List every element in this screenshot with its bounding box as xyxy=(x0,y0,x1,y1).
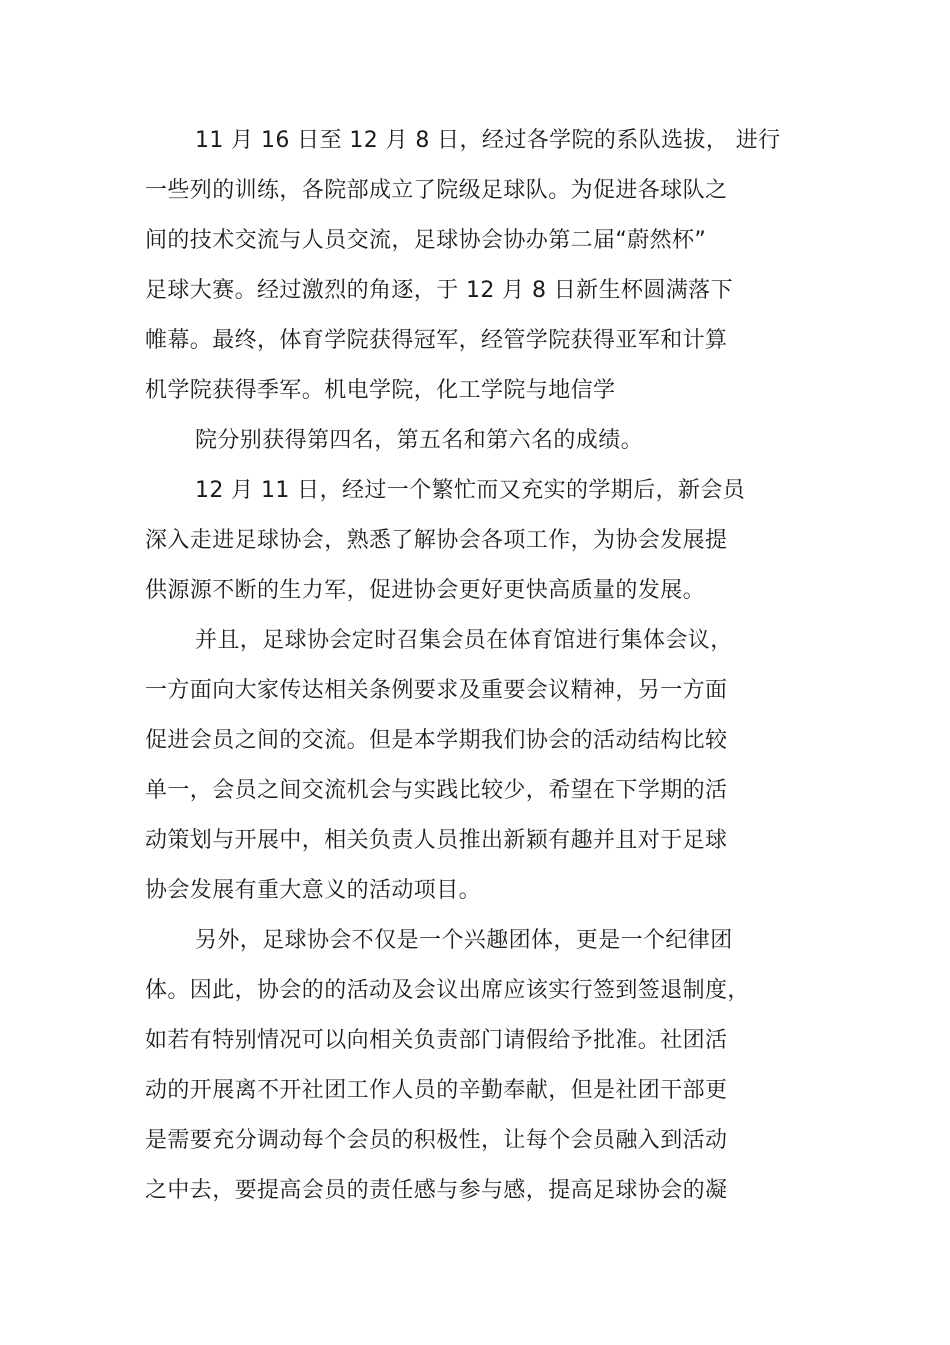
text-line-15: 动策划与开展中，相关负责人员推出新颖有趣并且对于足球 xyxy=(145,828,728,853)
text-line-12: 一方面向大家传达相关条例要求及重要会议精神，另一方面 xyxy=(145,678,728,703)
text-line-2: 一些列的训练，各院部成立了院级足球队。为促进各球队之 xyxy=(145,178,728,203)
text-line-3: 间的技术交流与人员交流，足球协会协办第二届“蔚然杯” xyxy=(145,228,707,253)
text-line-19: 如若有特别情况可以向相关负责部门请假给予批准。社团活 xyxy=(145,1028,728,1053)
text-line-9: 深入走进足球协会，熟悉了解协会各项工作，为协会发展提 xyxy=(145,528,728,553)
text-line-10: 供源源不断的生力军，促进协会更好更快高质量的发展。 xyxy=(145,578,706,603)
text-line-21: 是需要充分调动每个会员的积极性，让每个会员融入到活动 xyxy=(145,1128,728,1153)
text-line-13: 促进会员之间的交流。但是本学期我们协会的活动结构比较 xyxy=(145,728,728,753)
text-line-20: 动的开展离不开社团工作人员的辛勤奉献，但是社团干部更 xyxy=(145,1078,728,1103)
text-line-7: 院分别获得第四名，第五名和第六名的成绩。 xyxy=(195,428,644,453)
text-line-11: 并且，足球协会定时召集会员在体育馆进行集体会议， xyxy=(195,628,733,653)
text-line-16: 协会发展有重大意义的活动项目。 xyxy=(145,878,482,903)
text-line-4: 足球大赛。经过激烈的角逐，于 12 月 8 日新生杯圆满落下 xyxy=(145,278,733,303)
text-line-17: 另外，足球协会不仅是一个兴趣团体，更是一个纪律团 xyxy=(195,928,733,953)
text-line-8: 12 月 11 日，经过一个繁忙而又充实的学期后，新会员 xyxy=(195,478,746,503)
text-line-1: 11 月 16 日至 12 月 8 日，经过各学院的系队选拔， 进行 xyxy=(195,128,781,153)
text-line-14: 单一，会员之间交流机会与实践比较少，希望在下学期的活 xyxy=(145,778,728,803)
text-line-5: 帷幕。最终，体育学院获得冠军，经管学院获得亚军和计算 xyxy=(145,328,728,353)
text-line-22: 之中去，要提高会员的责任感与参与感，提高足球协会的凝 xyxy=(145,1178,728,1203)
text-line-6: 机学院获得季军。机电学院，化工学院与地信学 xyxy=(145,378,616,403)
text-line-18: 体。因此，协会的的活动及会议出席应该实行签到签退制度， xyxy=(145,978,750,1003)
